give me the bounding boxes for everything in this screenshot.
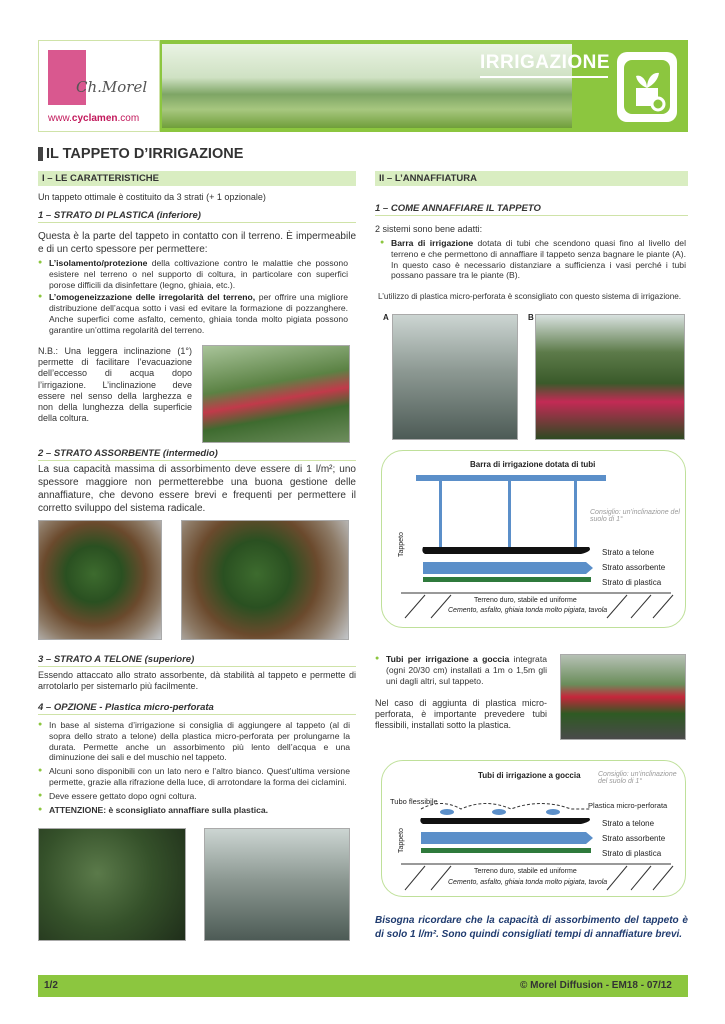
label-a: A [383,313,389,322]
list-item: ● Tubi per irrigazione a goccia integrata (ogni 20/30 cm) installati a 1m o 1,5m gli uni dagli altri, sul tappeto. [375,654,547,686]
r-note: L’utilizzo di plastica micro-perforata è sconsigliato con questo sistema di irrigazione. [378,292,682,301]
s1-title: 1 – STRATO DI PLASTICA (inferiore) [38,210,356,223]
diag1-title: Barra di irrigazione dotata di tubi [470,460,596,469]
s2-title: 2 – STRATO ASSORBENTE (intermedio) [38,448,356,461]
diag1-label-plastic: Strato di plastica [602,578,662,587]
header-title: IRRIGAZIONE [480,52,611,73]
diag1-layer-telone [422,547,590,554]
diag1-label-telone: Strato a telone [602,548,655,557]
diag1-tappeto-label: Tappeto [398,532,405,557]
copyright: © Morel Diffusion - EM18 - 07/12 [520,980,672,991]
irrigation-bar-photo [392,314,518,440]
plant-gear-icon-glyph [624,60,670,114]
logo-url: www.cyclamen.com [48,113,140,124]
diag2-title: Tubi di irrigazione a goccia [478,771,581,780]
diag1-ground-2: Cemento, asfalto, ghiaia tonda molto pigiata, tavola [448,607,608,614]
diag2-label-telone: Strato a telone [602,819,655,828]
diag1-ground-1: Terreno duro, stabile ed uniforme [474,597,577,604]
diag1-drop-tube [439,481,442,549]
page-number: 1/2 [44,980,58,991]
list-item: ● Alcuni sono disponibili con un lato nero e l’altro bianco. Quest’ultima versione permette, grazie alla rifrazione della luce, di arrotondare la forma dei ciclamini. [38,766,350,788]
right-section-bar: II – L’ANNAFFIATURA [375,171,688,186]
r-list-2 [375,654,547,686]
diag1-label-absorbent: Strato assorbente [602,563,666,572]
s3-paragraph: Essendo attaccato allo strato assorbente, dà stabilità al tappeto e permette di arrotolarlo per sistemarlo più facilmente. [38,670,356,692]
diag2-layer-absorbent [421,832,593,844]
r-paragraph-2: Nel caso di aggiunta di plastica micro-perforata, è importante prevedere tubi flessibili, installati sotto la plastica. [375,698,547,731]
s2-paragraph: La sua capacità massima di assorbimento deve essere di 1 l/m²; uno spessore maggiore non permetterebbe una buona gestione delle annaffiature, che devono essere brevi e frequenti per permettere il corretto sviluppo del sistema radicale. [38,464,356,514]
r-s1-title: 1 – COME ANNAFFIARE IL TAPPETO [375,203,688,216]
diag2-label-plastic: Strato di plastica [602,849,662,858]
diag2-label-absorbent: Strato assorbente [602,834,666,843]
left-intro: Un tappeto ottimale è costituito da 3 strati (+ 1 opzionale) [38,192,266,202]
list-item: ● ATTENZIONE: è sconsigliato annaffiare sulla plastica. [38,805,350,816]
diag1-bar-pipe [416,475,606,481]
r-intro: 2 sistemi sono bene adatti: [375,224,483,234]
list-item: ● In base al sistema d’irrigazione si consiglia di aggiungere al tappeto (al di sopra dello strato a telone) della plastica micro-perforata per prolungarne la durata. Permette anche un assorbimento più lento dell’acqua e una diminuzione dei sali e del muschio nel tappeto. [38,720,350,763]
diag2-drip-tube [440,809,454,815]
drip-tube-photo [560,654,686,740]
cyclamen-rows-photo [535,314,685,440]
s3-title: 3 – STRATO A TELONE (superiore) [38,654,356,667]
plastic-film-photo [204,828,350,941]
diag1-layer-plastic [423,577,591,582]
s1-list [38,258,348,336]
diag2-drawing [381,760,686,897]
diag2-drip-tube [492,809,506,815]
cyclamen-pot-photo [38,828,186,941]
diag1-drop-tube [574,481,577,549]
diag2-micro-label: Plastica micro-perforata [588,801,668,810]
list-item: ● Deve essere gettato dopo ogni coltura. [38,791,350,802]
list-item: ● L’isolamento/protezione della coltivazione contro le malattie che possono esistere nel terreno o nel supporto di coltura, in particolare con superfici porose difficili da disinfettare (legno, ghiaia, etc.). [38,258,348,290]
root-ball-photo-1 [38,520,162,640]
s1-nb: N.B.: Una leggera inclinazione (1°) permette di facilitare l’evacuazione dell’eccesso di acqua dopo l’irrigazione. L’inclinazione deve essere nel senso della larghezza e non della lunghezza della superficie della coltura. [38,346,192,424]
s4-list [38,720,350,815]
diag2-tappeto-label: Tappeto [398,828,405,853]
root-ball-photo-2 [181,520,349,640]
diag2-tubo-label: Tubo flessibile [390,797,438,806]
diag2-consiglio: Consiglio: un’inclinazione del suolo di 1° [598,771,677,785]
section-title: IL TAPPETO D’IRRIGAZIONE [46,146,244,162]
list-item: ● L’omogeneizzazione delle irregolarità del terreno, per offrire una migliore distribuzione dell’acqua sotto i vasi ed evitare la formazione di pozzanghere. Anche superfici come asfalto, cemento, ghiaia tonda molto pigiata possono garantire un’ottima regolarità del terreno. [38,292,348,335]
diag2-microperforated-plastic [421,804,591,810]
s1-paragraph: Questa è la parte del tappeto in contatto con il terreno. È impermeabile e di un certo spessore per permettere: [38,231,356,255]
header-title-underline [480,76,608,78]
list-item: ● Barra di irrigazione dotata di tubi che scendono quasi fino al livello del terreno e che permettono di annaffiare il tappeto senza bagnare le piante (A). In questo caso è necessario distanziare a sufficienza i vasi perché i tubi possano passare tra le piante (B). [380,238,686,281]
r-list-1 [380,238,686,281]
diag2-ground-2: Cemento, asfalto, ghiaia tonda molto pigiata, tavola [448,879,608,886]
section-title-mark [38,147,43,161]
final-note: Bisogna ricordare che la capacità di assorbimento del tappeto è di solo 1 l/m². Sono quindi consigliati tempi di annaffiature brevi. [375,915,688,940]
diag1-consiglio: Consiglio: un’inclinazione del suolo di 1° [590,509,680,523]
s4-title: 4 – OPZIONE - Plastica micro-perforata [38,702,356,715]
label-b: B [528,313,534,322]
plant-gear-icon-inner [624,60,670,114]
diag2-layer-plastic [421,848,591,853]
left-section-bar: I – LE CARATTERISTICHE [38,171,356,186]
greenhouse-cyclamen-photo [202,345,350,443]
diag1-layer-absorbent [423,562,593,574]
diag2-layer-telone [420,818,590,824]
diag2-drip-tube [546,809,560,815]
diag1-drop-tube [508,481,511,549]
diag2-ground-1: Terreno duro, stabile ed uniforme [474,868,577,875]
logo-text: Ch.Morel [76,78,148,96]
